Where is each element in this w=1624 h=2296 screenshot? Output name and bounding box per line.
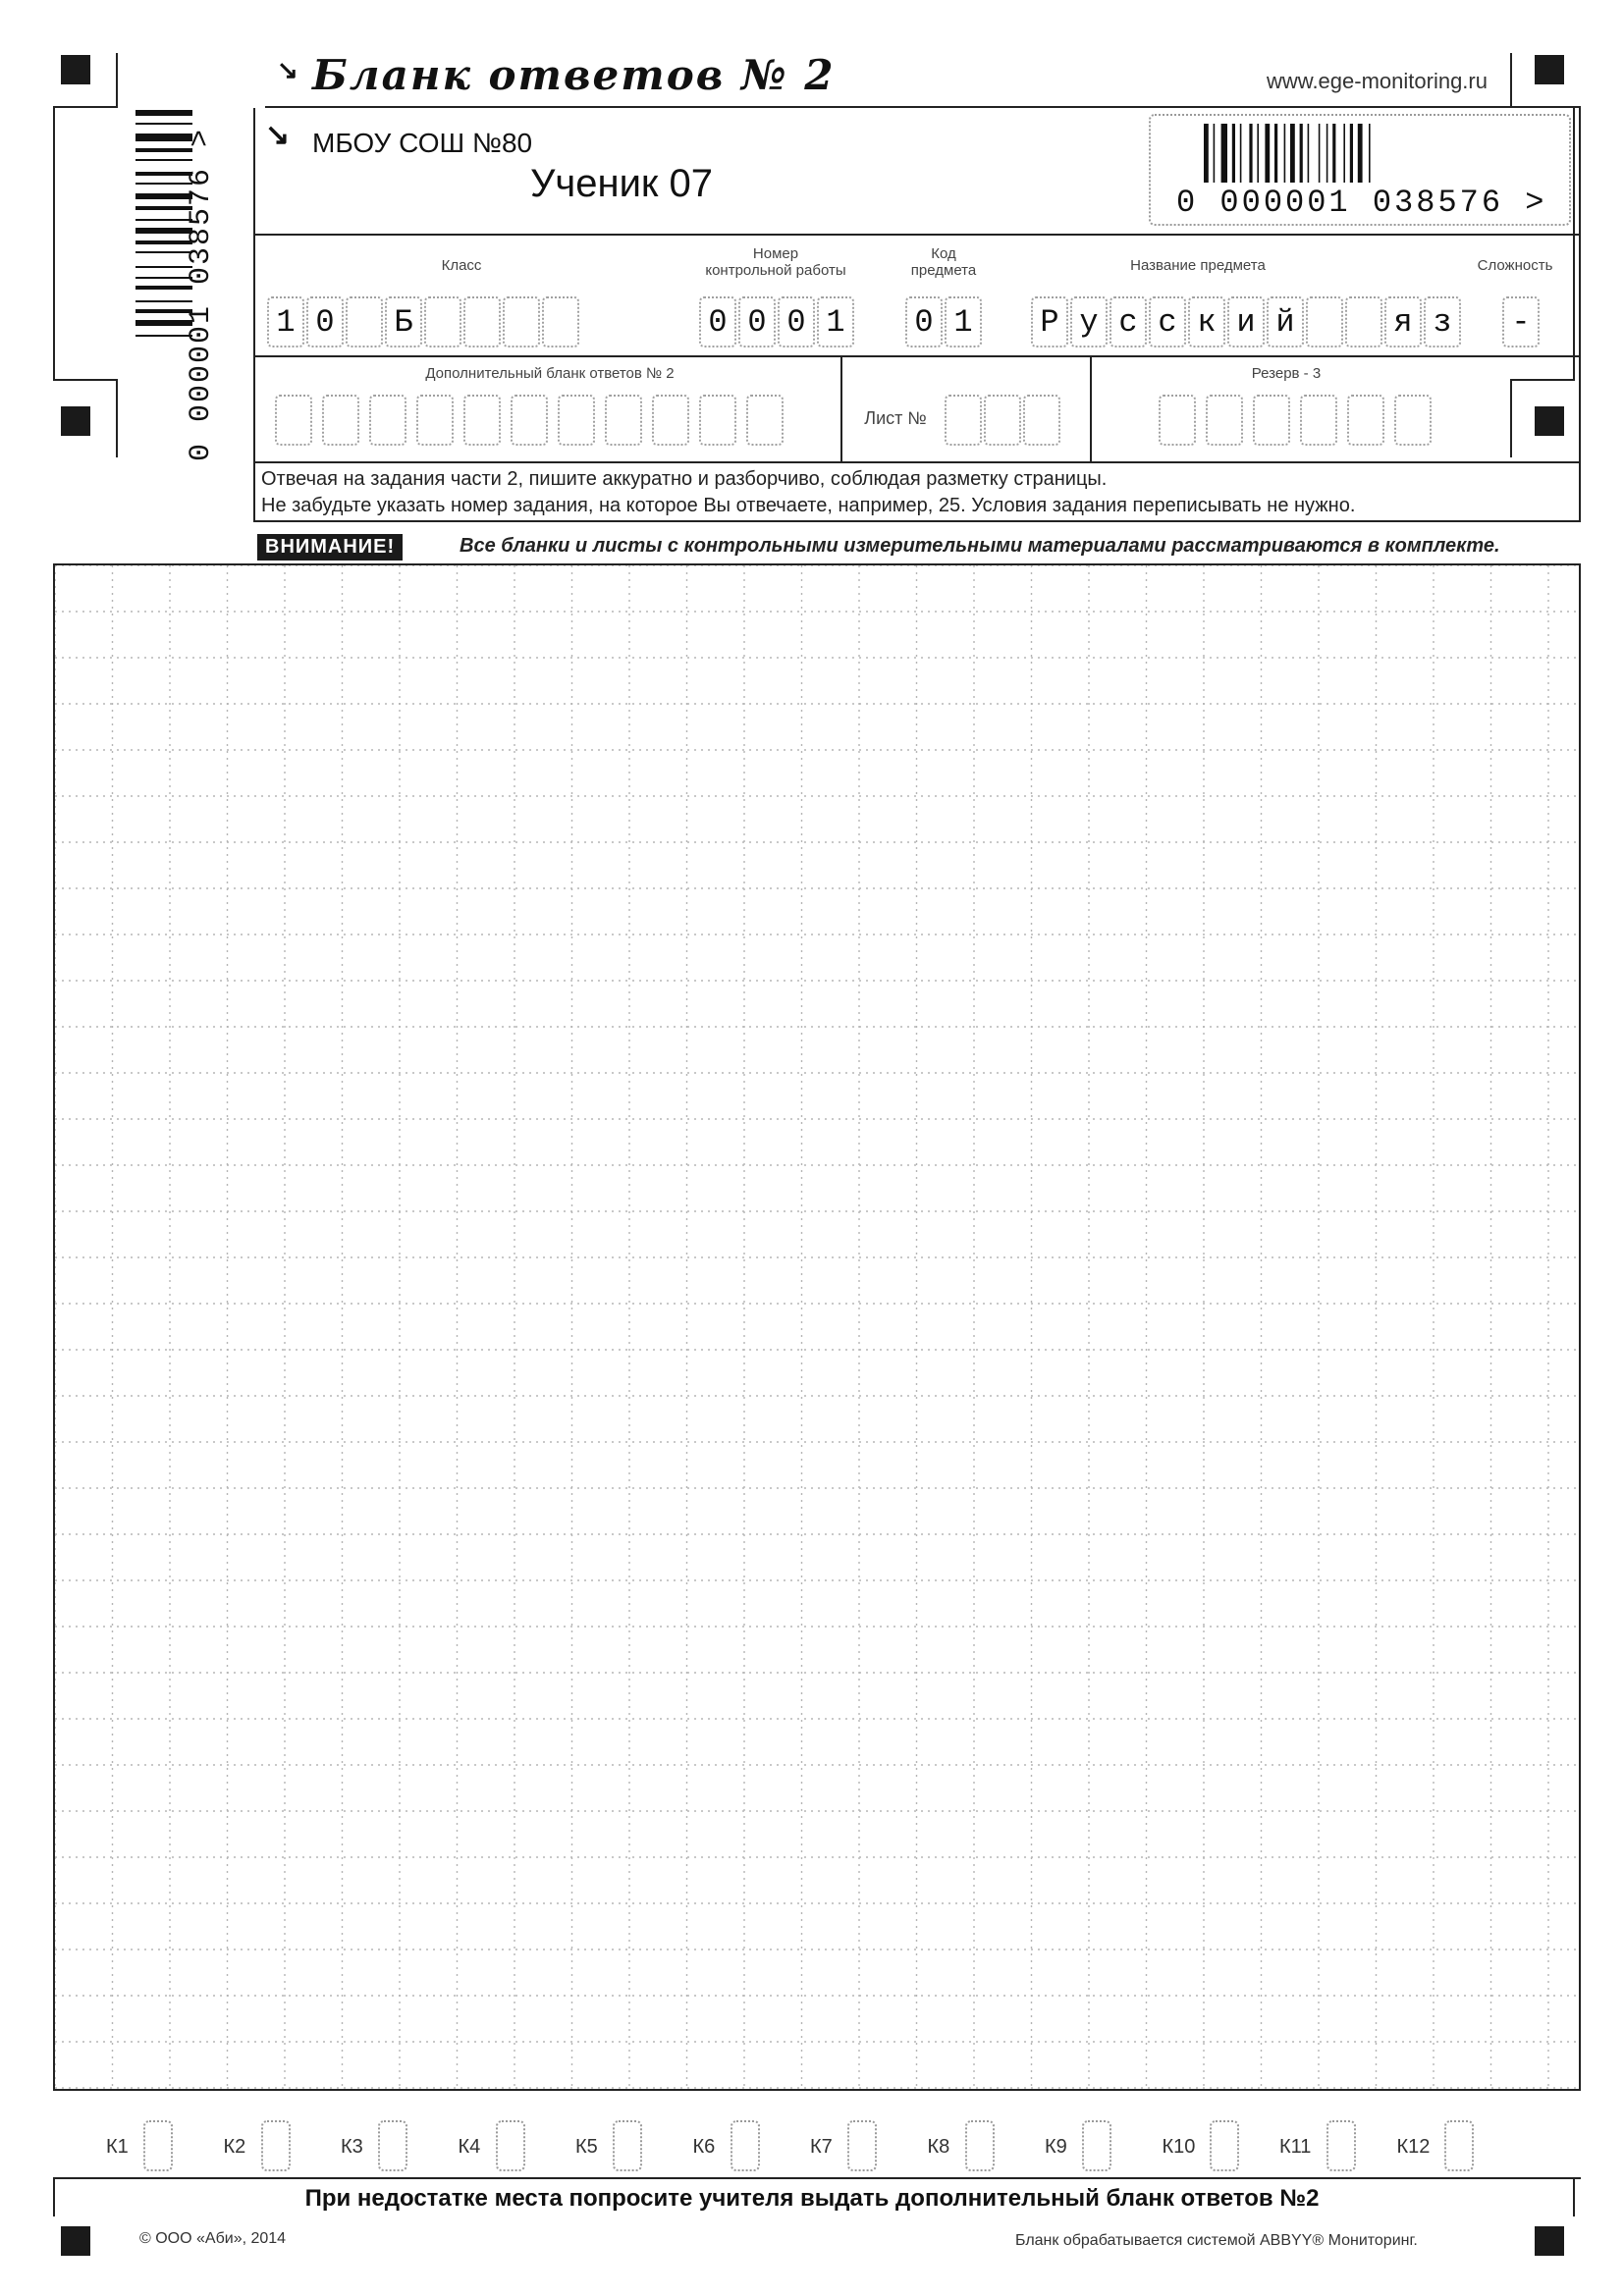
class-cell[interactable] (424, 296, 461, 347)
barcode-bar (1257, 124, 1259, 183)
criterion-box[interactable] (143, 2120, 173, 2171)
work-cell[interactable]: 0 (778, 296, 815, 347)
subject-cell[interactable]: с (1149, 296, 1186, 347)
difficulty-cell[interactable]: - (1502, 296, 1540, 347)
barcode-bar (1274, 124, 1277, 183)
answer-area-bottom-line (53, 2089, 1581, 2091)
class-cell[interactable] (463, 296, 501, 347)
class-cell[interactable] (542, 296, 579, 347)
criterion-label: К11 (1279, 2136, 1312, 2158)
code-cell[interactable]: 1 (945, 296, 982, 347)
criterion-box[interactable] (1082, 2120, 1111, 2171)
barcode-bar (1308, 124, 1310, 183)
extra-cell[interactable] (369, 395, 406, 446)
reserve-cell[interactable] (1159, 395, 1196, 446)
sheetno-cell[interactable] (1023, 395, 1060, 446)
registration-marker-top-left (61, 55, 90, 84)
criterion-box[interactable] (731, 2120, 760, 2171)
difficulty-label: Сложность (1477, 257, 1553, 274)
frame-line (116, 379, 118, 457)
barcode-bar (1358, 124, 1363, 183)
reserve-label: Резерв - 3 (1251, 365, 1322, 382)
sheet-number-label: Лист № (864, 408, 927, 428)
barcode-bar (1319, 124, 1321, 183)
class-cell[interactable] (503, 296, 540, 347)
subject-cell[interactable] (1345, 296, 1382, 347)
extra-cell[interactable] (699, 395, 736, 446)
subject-cell[interactable] (1306, 296, 1343, 347)
criterion-label: К8 (927, 2136, 950, 2158)
subject-code-label: Код предмета (910, 245, 977, 279)
barcode-bar (1204, 124, 1209, 183)
school-arrow-icon: ↘ (265, 119, 291, 151)
instructions-line-2: Не забудьте указать номер задания, на которое Вы отвечаете, например, 25. Условия задания переписывать не нужно. (261, 495, 1356, 516)
extra-sheet-label: Дополнительный бланк ответов № 2 (425, 365, 675, 382)
criterion-box[interactable] (378, 2120, 407, 2171)
extra-cell[interactable] (605, 395, 642, 446)
subject-cell[interactable]: и (1227, 296, 1265, 347)
barcode-bar (1350, 124, 1353, 183)
criterion-box[interactable] (613, 2120, 642, 2171)
barcode-bar (1343, 124, 1345, 183)
criterion-label: К7 (810, 2136, 833, 2158)
criterion-box[interactable] (261, 2120, 291, 2171)
copyright: © ООО «Аби», 2014 (139, 2230, 287, 2247)
divider (840, 355, 842, 463)
website-url: www.ege-monitoring.ru (1267, 69, 1488, 93)
answer-grid (55, 565, 1579, 2089)
work-cell[interactable]: 0 (699, 296, 736, 347)
reserve-cell[interactable] (1253, 395, 1290, 446)
frame-line (53, 106, 55, 381)
frame-line (53, 2177, 55, 2216)
barcode-bar (1369, 124, 1371, 183)
class-label: Класс (441, 257, 482, 274)
criterion-label: К6 (692, 2136, 716, 2158)
barcode-bar (1221, 124, 1227, 183)
criterion-box[interactable] (1326, 2120, 1356, 2171)
barcode-bar (1284, 124, 1286, 183)
criterion-box[interactable] (1444, 2120, 1474, 2171)
frame-line (53, 379, 118, 381)
barcode-bar (1240, 124, 1242, 183)
class-cell[interactable]: 1 (267, 296, 304, 347)
form-title: Бланк ответов № 2 (312, 51, 836, 99)
extra-cell[interactable] (511, 395, 548, 446)
frame-line (53, 106, 118, 108)
criterion-label: К1 (106, 2136, 129, 2158)
class-cell[interactable]: 0 (306, 296, 344, 347)
extra-cell[interactable] (746, 395, 784, 446)
extra-cell[interactable] (463, 395, 501, 446)
barcode-bar (1290, 124, 1295, 183)
extra-cell[interactable] (416, 395, 454, 446)
school-name: МБОУ СОШ №80 (312, 128, 533, 158)
code-cell[interactable]: 0 (905, 296, 943, 347)
frame-line (1573, 2177, 1575, 2216)
criterion-box[interactable] (496, 2120, 525, 2171)
barcode-bar (1332, 124, 1335, 183)
work-cell[interactable]: 1 (817, 296, 854, 347)
subject-cell[interactable]: з (1424, 296, 1461, 347)
barcode-bar (1249, 124, 1252, 183)
warning-badge: ВНИМАНИЕ! (257, 534, 403, 561)
extra-cell[interactable] (652, 395, 689, 446)
work-number-label: Номер контрольной работы (705, 245, 846, 279)
answer-area[interactable] (53, 565, 1581, 2089)
criterion-label: К4 (458, 2136, 481, 2158)
reserve-cell[interactable] (1206, 395, 1243, 446)
barcode-bar (1214, 124, 1216, 183)
instructions-line-1: Отвечая на задания части 2, пишите аккуратно и разборчиво, соблюдая разметку страницы. (261, 468, 1108, 490)
criterion-box[interactable] (847, 2120, 877, 2171)
subject-cell[interactable]: й (1267, 296, 1304, 347)
class-cell[interactable]: Б (385, 296, 422, 347)
extra-cell[interactable] (322, 395, 359, 446)
criterion-box[interactable] (1210, 2120, 1239, 2171)
registration-marker-top-right (1535, 55, 1564, 84)
barcode-bar (1300, 124, 1303, 183)
subject-cell[interactable]: я (1384, 296, 1422, 347)
extra-cell[interactable] (558, 395, 595, 446)
footer-notice: При недостатке места попросите учителя выдать дополнительный бланк ответов №2 (304, 2185, 1320, 2212)
work-cell[interactable]: 0 (738, 296, 776, 347)
sheetno-cell[interactable] (984, 395, 1021, 446)
processed-by: Бланк обрабатывается системой ABBYY® Мониторинг. (1015, 2232, 1418, 2249)
warning-text: Все бланки и листы с контрольными измерительными материалами рассматриваются в комплекте. (460, 535, 1500, 557)
criterion-label: К9 (1045, 2136, 1067, 2158)
criterion-label: К2 (223, 2136, 246, 2158)
subject-name-label: Название предмета (1130, 257, 1266, 274)
subject-cell[interactable]: у (1070, 296, 1108, 347)
barcode-bar (1326, 124, 1328, 183)
registration-marker-bottom-right (1535, 2226, 1564, 2256)
subject-cell[interactable]: с (1110, 296, 1147, 347)
barcode-number: 0 000001 038576 > (1176, 185, 1547, 221)
divider (1090, 355, 1092, 463)
extra-cell[interactable] (275, 395, 312, 446)
criterion-label: К5 (575, 2136, 598, 2158)
side-barcode-number: 0 000001 038576 > (185, 127, 218, 461)
criterion-label: К12 (1396, 2136, 1431, 2158)
criterion-label: К10 (1162, 2136, 1196, 2158)
student-name: Ученик 07 (530, 162, 714, 205)
reserve-cell[interactable] (1394, 395, 1432, 446)
reserve-cell[interactable] (1300, 395, 1337, 446)
frame-line (1510, 53, 1512, 108)
barcode-bar (1232, 124, 1235, 183)
class-cell[interactable] (346, 296, 383, 347)
subject-cell[interactable]: Р (1031, 296, 1068, 347)
criterion-label: К3 (341, 2136, 363, 2158)
title-arrow-icon: ↘ (277, 55, 298, 84)
reserve-cell[interactable] (1347, 395, 1384, 446)
subject-cell[interactable]: к (1188, 296, 1225, 347)
criterion-box[interactable] (965, 2120, 995, 2171)
footer-line (53, 2177, 1581, 2179)
registration-marker-mid-left (61, 406, 90, 436)
frame-line (116, 53, 118, 108)
sheetno-cell[interactable] (945, 395, 982, 446)
registration-marker-bottom-left (61, 2226, 90, 2256)
barcode-bar (1265, 124, 1270, 183)
